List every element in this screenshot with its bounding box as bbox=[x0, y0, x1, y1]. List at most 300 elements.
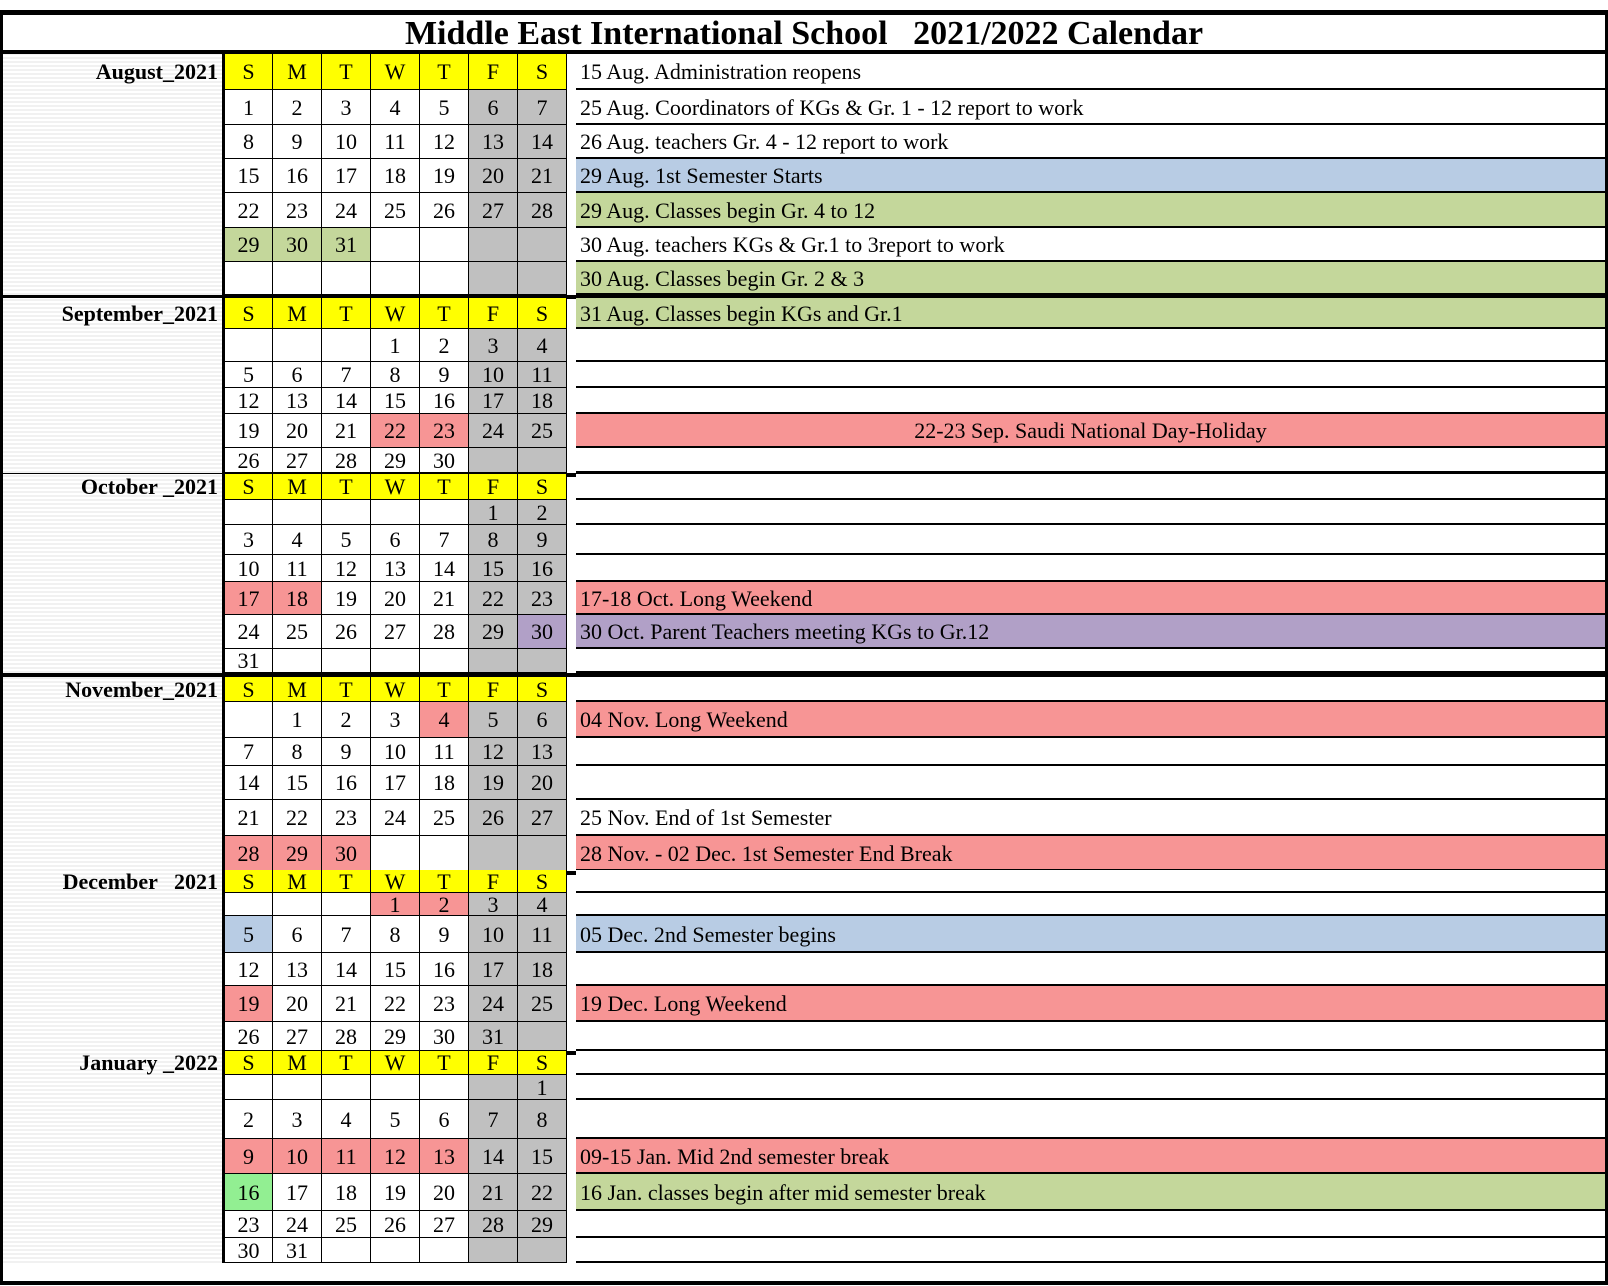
day-cell: 2 bbox=[322, 702, 371, 738]
day-header-cell: M bbox=[273, 1051, 322, 1075]
day-cell: 16 bbox=[224, 1174, 273, 1211]
day-cell bbox=[469, 228, 518, 262]
day-cell bbox=[224, 702, 273, 738]
event-row: 29 Aug. 1st Semester Starts bbox=[576, 159, 1605, 193]
day-cell: 19 bbox=[224, 986, 273, 1022]
day-header-cell: W bbox=[371, 54, 420, 90]
day-cell: 21 bbox=[322, 986, 371, 1022]
day-cell bbox=[371, 228, 420, 262]
day-cell: 28 bbox=[322, 448, 371, 473]
day-cell bbox=[224, 1075, 273, 1100]
day-cell: 12 bbox=[322, 555, 371, 582]
day-cell: 28 bbox=[322, 1022, 371, 1051]
event-row bbox=[576, 1051, 1605, 1075]
day-cell bbox=[518, 262, 567, 295]
day-header-cell: S bbox=[518, 54, 567, 90]
day-cell: 14 bbox=[420, 555, 469, 582]
day-cell: 17 bbox=[371, 766, 420, 800]
day-cell: 13 bbox=[273, 953, 322, 986]
day-cell: 28 bbox=[469, 1211, 518, 1238]
day-cell: 2 bbox=[224, 1100, 273, 1139]
day-cell bbox=[469, 1238, 518, 1263]
day-header-cell: S bbox=[224, 54, 273, 90]
day-cell: 13 bbox=[420, 1139, 469, 1174]
day-cell bbox=[224, 262, 273, 295]
day-cell: 18 bbox=[273, 582, 322, 615]
day-cell: 29 bbox=[273, 836, 322, 871]
day-header-cell: T bbox=[420, 474, 469, 500]
day-cell: 7 bbox=[322, 916, 371, 953]
day-cell: 30 bbox=[322, 836, 371, 871]
day-cell: 6 bbox=[469, 90, 518, 125]
event-row: 30 Oct. Parent Teachers meeting KGs to Gr.12 bbox=[576, 615, 1605, 649]
day-cell: 12 bbox=[224, 953, 273, 986]
page-title: Middle East International School 2021/2022 Calendar bbox=[0, 10, 1608, 54]
day-cell: 1 bbox=[224, 90, 273, 125]
day-cell: 13 bbox=[371, 555, 420, 582]
day-cell bbox=[518, 1238, 567, 1263]
day-cell: 18 bbox=[518, 388, 567, 414]
day-cell bbox=[420, 262, 469, 295]
day-cell: 17 bbox=[469, 953, 518, 986]
event-row bbox=[576, 870, 1605, 893]
day-cell: 16 bbox=[420, 953, 469, 986]
day-cell: 27 bbox=[273, 1022, 322, 1051]
day-cell: 6 bbox=[273, 362, 322, 388]
day-cell: 18 bbox=[518, 953, 567, 986]
day-cell bbox=[420, 836, 469, 871]
event-row: 22-23 Sep. Saudi National Day-Holiday bbox=[576, 414, 1605, 448]
day-cell: 4 bbox=[322, 1100, 371, 1139]
day-cell bbox=[322, 262, 371, 295]
event-row bbox=[576, 500, 1605, 525]
day-cell: 3 bbox=[273, 1100, 322, 1139]
day-cell: 6 bbox=[420, 1100, 469, 1139]
day-cell: 12 bbox=[224, 388, 273, 414]
day-cell: 21 bbox=[469, 1174, 518, 1211]
day-header-cell: T bbox=[322, 298, 371, 329]
day-cell: 5 bbox=[371, 1100, 420, 1139]
day-cell: 26 bbox=[469, 800, 518, 836]
day-cell bbox=[273, 262, 322, 295]
event-row bbox=[576, 474, 1605, 500]
month-label-area bbox=[3, 870, 224, 1051]
event-row: 16 Jan. classes begin after mid semester break bbox=[576, 1174, 1605, 1211]
day-cell: 2 bbox=[273, 90, 322, 125]
day-cell: 9 bbox=[322, 738, 371, 766]
day-cell: 30 bbox=[224, 1238, 273, 1263]
day-header-cell: S bbox=[518, 474, 567, 500]
event-row bbox=[576, 525, 1605, 555]
event-row: 30 Aug. teachers KGs & Gr.1 to 3report to work bbox=[576, 228, 1605, 262]
day-header-cell: M bbox=[273, 870, 322, 893]
day-cell: 4 bbox=[420, 702, 469, 738]
day-cell: 7 bbox=[322, 362, 371, 388]
day-header-cell: S bbox=[518, 870, 567, 893]
day-cell: 8 bbox=[224, 125, 273, 159]
day-cell: 15 bbox=[371, 953, 420, 986]
day-header-cell: M bbox=[273, 677, 322, 702]
day-cell: 19 bbox=[469, 766, 518, 800]
day-cell: 26 bbox=[420, 193, 469, 228]
day-header-cell: W bbox=[371, 677, 420, 702]
day-cell: 5 bbox=[224, 362, 273, 388]
day-cell bbox=[518, 228, 567, 262]
day-cell bbox=[469, 262, 518, 295]
day-cell: 16 bbox=[322, 766, 371, 800]
day-header-cell: F bbox=[469, 870, 518, 893]
day-cell: 19 bbox=[322, 582, 371, 615]
day-header-cell: M bbox=[273, 54, 322, 90]
day-cell: 13 bbox=[273, 388, 322, 414]
event-row: 05 Dec. 2nd Semester begins bbox=[576, 916, 1605, 953]
day-cell: 3 bbox=[371, 702, 420, 738]
day-cell: 6 bbox=[371, 525, 420, 555]
day-cell bbox=[420, 1075, 469, 1100]
day-cell: 5 bbox=[322, 525, 371, 555]
day-cell: 10 bbox=[322, 125, 371, 159]
day-cell: 11 bbox=[273, 555, 322, 582]
day-cell: 8 bbox=[518, 1100, 567, 1139]
day-cell: 11 bbox=[420, 738, 469, 766]
day-cell bbox=[469, 836, 518, 871]
day-cell: 7 bbox=[224, 738, 273, 766]
day-cell: 12 bbox=[420, 125, 469, 159]
day-cell: 27 bbox=[420, 1211, 469, 1238]
day-cell: 19 bbox=[224, 414, 273, 448]
day-cell: 31 bbox=[469, 1022, 518, 1051]
day-cell: 26 bbox=[224, 448, 273, 473]
day-cell: 3 bbox=[322, 90, 371, 125]
day-cell: 13 bbox=[469, 125, 518, 159]
day-cell: 6 bbox=[273, 916, 322, 953]
day-cell bbox=[420, 649, 469, 673]
day-cell bbox=[322, 1075, 371, 1100]
event-row: 15 Aug. Administration reopens bbox=[576, 54, 1605, 90]
day-cell: 17 bbox=[224, 582, 273, 615]
day-header-cell: T bbox=[420, 298, 469, 329]
event-row: 17-18 Oct. Long Weekend bbox=[576, 582, 1605, 615]
day-cell: 29 bbox=[518, 1211, 567, 1238]
day-cell bbox=[518, 649, 567, 673]
day-cell: 30 bbox=[273, 228, 322, 262]
day-cell bbox=[518, 836, 567, 871]
day-header-cell: W bbox=[371, 870, 420, 893]
day-header-cell: F bbox=[469, 1051, 518, 1075]
event-row: 09-15 Jan. Mid 2nd semester break bbox=[576, 1139, 1605, 1174]
day-cell bbox=[322, 649, 371, 673]
day-cell: 28 bbox=[420, 615, 469, 649]
event-row bbox=[576, 738, 1605, 766]
day-header-cell: S bbox=[518, 1051, 567, 1075]
day-cell: 10 bbox=[273, 1139, 322, 1174]
day-cell: 31 bbox=[322, 228, 371, 262]
day-cell: 28 bbox=[224, 836, 273, 871]
day-cell: 17 bbox=[322, 159, 371, 193]
day-cell: 25 bbox=[371, 193, 420, 228]
day-cell bbox=[322, 329, 371, 362]
day-cell: 21 bbox=[322, 414, 371, 448]
day-cell: 28 bbox=[518, 193, 567, 228]
day-cell: 6 bbox=[518, 702, 567, 738]
day-cell: 29 bbox=[371, 1022, 420, 1051]
day-cell: 4 bbox=[518, 329, 567, 362]
day-cell: 4 bbox=[518, 893, 567, 916]
day-cell: 19 bbox=[420, 159, 469, 193]
day-cell bbox=[420, 228, 469, 262]
day-cell: 24 bbox=[469, 414, 518, 448]
day-cell bbox=[322, 1238, 371, 1263]
day-cell bbox=[224, 329, 273, 362]
day-cell: 31 bbox=[273, 1238, 322, 1263]
event-row: 28 Nov. - 02 Dec. 1st Semester End Break bbox=[576, 836, 1605, 871]
day-cell: 9 bbox=[224, 1139, 273, 1174]
month-label-area bbox=[3, 1051, 224, 1263]
day-cell: 23 bbox=[322, 800, 371, 836]
day-cell bbox=[518, 448, 567, 473]
day-cell: 8 bbox=[273, 738, 322, 766]
event-row bbox=[576, 677, 1605, 702]
day-cell: 25 bbox=[273, 615, 322, 649]
day-header-cell: S bbox=[224, 298, 273, 329]
month-label-area bbox=[3, 474, 224, 673]
day-cell bbox=[371, 1238, 420, 1263]
day-cell: 17 bbox=[469, 388, 518, 414]
day-cell: 22 bbox=[371, 414, 420, 448]
day-cell: 9 bbox=[420, 362, 469, 388]
day-cell: 24 bbox=[469, 986, 518, 1022]
day-header-cell: S bbox=[224, 1051, 273, 1075]
day-cell: 26 bbox=[371, 1211, 420, 1238]
day-cell: 27 bbox=[371, 615, 420, 649]
day-cell: 20 bbox=[371, 582, 420, 615]
day-cell: 2 bbox=[420, 893, 469, 916]
day-cell: 30 bbox=[420, 1022, 469, 1051]
day-cell: 5 bbox=[224, 916, 273, 953]
day-cell: 23 bbox=[224, 1211, 273, 1238]
day-cell: 14 bbox=[469, 1139, 518, 1174]
day-header-cell: S bbox=[224, 677, 273, 702]
event-row bbox=[576, 555, 1605, 582]
day-cell bbox=[371, 649, 420, 673]
event-row: 25 Aug. Coordinators of KGs & Gr. 1 - 12 report to work bbox=[576, 90, 1605, 125]
day-header-cell: T bbox=[322, 677, 371, 702]
day-cell: 23 bbox=[518, 582, 567, 615]
day-header-cell: F bbox=[469, 474, 518, 500]
day-cell: 25 bbox=[518, 414, 567, 448]
event-row bbox=[576, 893, 1605, 916]
event-row: 25 Nov. End of 1st Semester bbox=[576, 800, 1605, 836]
day-cell: 3 bbox=[469, 893, 518, 916]
day-cell: 21 bbox=[518, 159, 567, 193]
day-header-cell: T bbox=[322, 54, 371, 90]
day-cell: 23 bbox=[420, 986, 469, 1022]
day-cell: 23 bbox=[420, 414, 469, 448]
day-cell: 5 bbox=[420, 90, 469, 125]
day-cell bbox=[224, 893, 273, 916]
day-cell: 29 bbox=[224, 228, 273, 262]
day-cell: 9 bbox=[420, 916, 469, 953]
event-row: 26 Aug. teachers Gr. 4 - 12 report to work bbox=[576, 125, 1605, 159]
day-cell: 26 bbox=[322, 615, 371, 649]
day-cell bbox=[469, 448, 518, 473]
event-row bbox=[576, 1238, 1605, 1263]
day-cell: 1 bbox=[469, 500, 518, 525]
day-cell: 22 bbox=[273, 800, 322, 836]
day-cell: 3 bbox=[224, 525, 273, 555]
day-cell: 30 bbox=[420, 448, 469, 473]
event-row: 30 Aug. Classes begin Gr. 2 & 3 bbox=[576, 262, 1605, 295]
day-cell: 29 bbox=[469, 615, 518, 649]
day-cell bbox=[273, 1075, 322, 1100]
day-cell: 15 bbox=[518, 1139, 567, 1174]
event-row: 04 Nov. Long Weekend bbox=[576, 702, 1605, 738]
event-row bbox=[576, 388, 1605, 414]
day-cell: 12 bbox=[469, 738, 518, 766]
event-row bbox=[576, 362, 1605, 388]
day-cell: 2 bbox=[420, 329, 469, 362]
event-row bbox=[576, 1100, 1605, 1139]
day-cell: 7 bbox=[518, 90, 567, 125]
day-cell: 7 bbox=[420, 525, 469, 555]
day-cell: 10 bbox=[224, 555, 273, 582]
day-cell: 11 bbox=[371, 125, 420, 159]
day-cell: 22 bbox=[224, 193, 273, 228]
month-name: September_2021 bbox=[61, 301, 218, 326]
day-cell: 22 bbox=[469, 582, 518, 615]
day-cell: 9 bbox=[273, 125, 322, 159]
day-header-cell: S bbox=[224, 474, 273, 500]
frame-left bbox=[0, 10, 3, 1284]
day-header-cell: F bbox=[469, 54, 518, 90]
event-row bbox=[576, 1022, 1605, 1051]
day-cell: 16 bbox=[420, 388, 469, 414]
day-header-cell: W bbox=[371, 298, 420, 329]
day-cell: 15 bbox=[273, 766, 322, 800]
day-cell: 16 bbox=[518, 555, 567, 582]
day-cell bbox=[322, 500, 371, 525]
event-row bbox=[576, 448, 1605, 473]
day-cell: 7 bbox=[469, 1100, 518, 1139]
day-cell: 8 bbox=[371, 362, 420, 388]
day-cell: 14 bbox=[224, 766, 273, 800]
day-header-cell: T bbox=[420, 870, 469, 893]
day-cell: 22 bbox=[518, 1174, 567, 1211]
day-cell: 1 bbox=[518, 1075, 567, 1100]
day-cell: 4 bbox=[371, 90, 420, 125]
day-cell: 15 bbox=[469, 555, 518, 582]
day-cell bbox=[322, 893, 371, 916]
day-cell: 24 bbox=[273, 1211, 322, 1238]
day-cell: 1 bbox=[371, 893, 420, 916]
day-cell: 25 bbox=[322, 1211, 371, 1238]
day-cell: 18 bbox=[420, 766, 469, 800]
day-header-cell: W bbox=[371, 1051, 420, 1075]
frame-bottom bbox=[0, 1281, 1608, 1285]
day-cell: 18 bbox=[322, 1174, 371, 1211]
event-row bbox=[576, 649, 1605, 673]
event-row bbox=[576, 953, 1605, 986]
day-cell: 11 bbox=[518, 362, 567, 388]
day-cell bbox=[371, 500, 420, 525]
day-cell: 20 bbox=[273, 414, 322, 448]
day-cell: 1 bbox=[273, 702, 322, 738]
day-header-cell: M bbox=[273, 474, 322, 500]
day-header-cell: S bbox=[224, 870, 273, 893]
day-cell: 24 bbox=[322, 193, 371, 228]
event-row: 29 Aug. Classes begin Gr. 4 to 12 bbox=[576, 193, 1605, 228]
day-cell: 21 bbox=[224, 800, 273, 836]
day-cell: 9 bbox=[518, 525, 567, 555]
day-cell: 24 bbox=[224, 615, 273, 649]
day-cell: 10 bbox=[469, 362, 518, 388]
month-label-area bbox=[3, 54, 224, 295]
month-name: October _2021 bbox=[80, 474, 218, 499]
month-name: November_2021 bbox=[65, 677, 218, 702]
event-row bbox=[576, 766, 1605, 800]
day-cell bbox=[371, 836, 420, 871]
day-cell: 16 bbox=[273, 159, 322, 193]
day-cell bbox=[469, 649, 518, 673]
day-cell: 14 bbox=[518, 125, 567, 159]
day-cell: 29 bbox=[371, 448, 420, 473]
day-header-cell: S bbox=[518, 677, 567, 702]
day-header-cell: T bbox=[420, 54, 469, 90]
event-row bbox=[576, 1075, 1605, 1100]
day-cell: 5 bbox=[469, 702, 518, 738]
day-cell: 19 bbox=[371, 1174, 420, 1211]
event-row bbox=[576, 1211, 1605, 1238]
day-cell: 27 bbox=[469, 193, 518, 228]
day-cell: 2 bbox=[518, 500, 567, 525]
day-cell: 13 bbox=[518, 738, 567, 766]
day-cell: 15 bbox=[224, 159, 273, 193]
day-header-cell: F bbox=[469, 298, 518, 329]
day-cell bbox=[420, 1238, 469, 1263]
day-cell: 23 bbox=[273, 193, 322, 228]
day-cell: 25 bbox=[420, 800, 469, 836]
day-cell: 26 bbox=[224, 1022, 273, 1051]
event-row: 31 Aug. Classes begin KGs and Gr.1 bbox=[576, 298, 1605, 329]
day-cell: 4 bbox=[273, 525, 322, 555]
day-cell: 20 bbox=[518, 766, 567, 800]
day-cell: 3 bbox=[469, 329, 518, 362]
day-cell: 20 bbox=[273, 986, 322, 1022]
day-cell bbox=[273, 649, 322, 673]
month-name: December 2021 bbox=[62, 869, 218, 894]
day-cell: 24 bbox=[371, 800, 420, 836]
day-header-cell: S bbox=[518, 298, 567, 329]
month-name: August_2021 bbox=[95, 59, 218, 84]
day-cell: 30 bbox=[518, 615, 567, 649]
day-cell: 20 bbox=[469, 159, 518, 193]
day-header-cell: W bbox=[371, 474, 420, 500]
day-cell bbox=[273, 893, 322, 916]
month-label-area bbox=[3, 677, 224, 871]
day-cell bbox=[371, 1075, 420, 1100]
day-cell: 10 bbox=[371, 738, 420, 766]
month-name: January _2022 bbox=[79, 1050, 218, 1075]
day-cell: 27 bbox=[273, 448, 322, 473]
day-cell: 27 bbox=[518, 800, 567, 836]
day-cell: 15 bbox=[371, 388, 420, 414]
day-cell: 21 bbox=[420, 582, 469, 615]
day-cell: 11 bbox=[518, 916, 567, 953]
day-cell: 17 bbox=[273, 1174, 322, 1211]
day-cell: 14 bbox=[322, 953, 371, 986]
day-cell: 10 bbox=[469, 916, 518, 953]
day-cell bbox=[273, 329, 322, 362]
